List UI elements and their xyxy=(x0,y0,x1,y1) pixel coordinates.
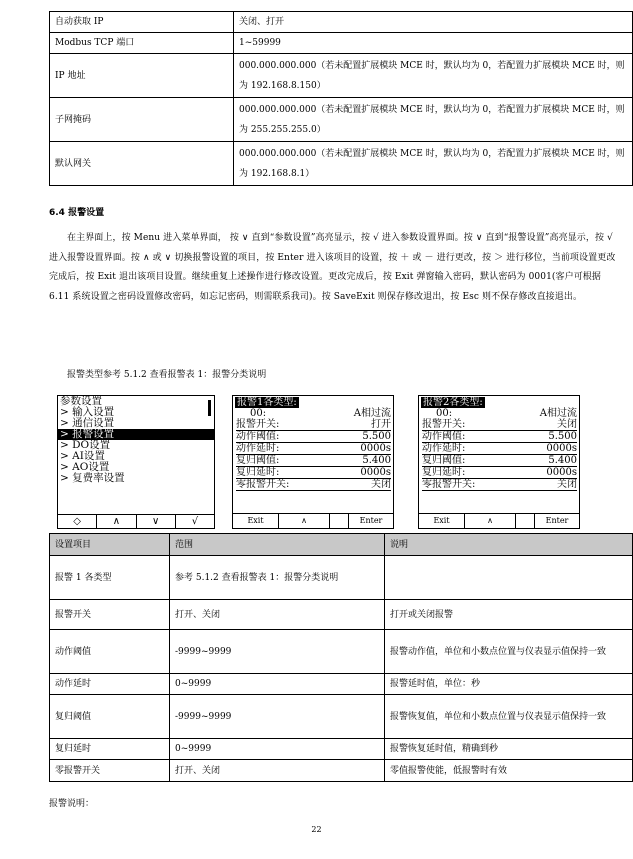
alarm-softkeys xyxy=(233,513,393,528)
diamond-key[interactable]: ◇ xyxy=(73,516,81,527)
table-cell: 000.000.000.000（若未配置扩展模块 MCE 时，默认均为 0，若配置力扩展模块 MCE 时，则为 192.168.8.150） xyxy=(234,54,633,98)
table-cell: 自动获取 IP xyxy=(50,12,234,33)
setting-row[interactable] xyxy=(422,467,577,479)
setting-value: 0000s xyxy=(360,443,391,454)
table-cell: 报警延时值，单位：秒 xyxy=(385,674,633,695)
table-cell: 打开、关闭 xyxy=(170,600,385,630)
table-cell: 000.000.000.000（若未配置扩展模块 MCE 时，默认均为 0，若配置力扩展模块 MCE 时，则为 255.255.255.0） xyxy=(234,98,633,142)
table-cell: -9999~9999 xyxy=(170,630,385,674)
setting-label: 报警开关: xyxy=(422,419,466,430)
alarm-type-row[interactable] xyxy=(236,408,391,419)
setting-row[interactable] xyxy=(236,467,391,479)
menu-list xyxy=(58,396,214,514)
setting-value: 关闭 xyxy=(557,479,577,490)
table-cell: 0~9999 xyxy=(170,739,385,760)
setting-row[interactable] xyxy=(236,479,391,491)
table-cell: 动作阈值 xyxy=(50,630,170,674)
caption: 报警类型参考 5.1.2 查看报警表 1：报警分类说明 xyxy=(67,370,267,380)
enter-key[interactable]: Enter xyxy=(534,514,579,528)
setting-row[interactable] xyxy=(236,431,391,443)
alarm-settings-table xyxy=(49,533,633,782)
up-key[interactable]: ∧ xyxy=(278,514,329,528)
table-cell: 复归延时 xyxy=(50,739,170,760)
table-cell: 复归阈值 xyxy=(50,695,170,739)
setting-row[interactable] xyxy=(422,479,577,491)
table-cell: 关闭、打开 xyxy=(234,12,633,33)
table-cell: -9999~9999 xyxy=(170,695,385,739)
exit-key[interactable]: Exit xyxy=(433,516,450,525)
section-title: 6.4 报警设置 xyxy=(49,208,105,218)
menu-item[interactable]: > AO设置 xyxy=(60,461,110,473)
alarm1-screen xyxy=(232,395,394,529)
table-cell: IP 地址 xyxy=(50,54,234,98)
setting-label: 零报警开关: xyxy=(236,479,290,490)
blank-key[interactable] xyxy=(515,514,534,528)
enter-key[interactable]: Enter xyxy=(348,514,393,528)
menu-item[interactable]: > 复费率设置 xyxy=(60,472,125,484)
alarm-note: 报警说明： xyxy=(49,799,95,809)
table-cell: 打开或关闭报警 xyxy=(385,600,633,630)
down-key[interactable]: ∨ xyxy=(136,515,175,528)
scrollbar[interactable] xyxy=(208,400,211,416)
menu-softkeys xyxy=(58,514,214,528)
type-code: 00: xyxy=(250,408,267,419)
table-cell xyxy=(385,556,633,600)
setting-row[interactable] xyxy=(422,455,577,467)
setting-label: 复归延时: xyxy=(422,467,466,478)
menu-item[interactable]: > 输入设置 xyxy=(60,406,115,418)
setting-label: 动作延时: xyxy=(236,443,280,454)
table-cell: 打开、关闭 xyxy=(170,760,385,782)
blank-key[interactable] xyxy=(329,514,348,528)
setting-value: 5.500 xyxy=(548,431,577,442)
menu-screen xyxy=(57,395,215,529)
setting-label: 动作延时: xyxy=(422,443,466,454)
setting-label: 动作阈值: xyxy=(236,431,280,442)
setting-label: 复归阈值: xyxy=(422,455,466,466)
type-value: A相过流 xyxy=(539,408,577,419)
table-cell: 零报警开关 xyxy=(50,760,170,782)
table-cell: 报警恢复值，单位和小数点位置与仪表显示值保持一致 xyxy=(385,695,633,739)
table-cell: 子网掩码 xyxy=(50,98,234,142)
setting-value: 关闭 xyxy=(557,419,577,430)
screen-title: 报警1各类型: xyxy=(237,397,297,408)
menu-item[interactable]: > DO设置 xyxy=(60,439,111,451)
body-paragraph: 在主界面上，按 Menu 进入菜单界面， 按 ∨ 直到“参数设置”高亮显示，按 √ 进入参数设置界面。按 ∨ 直到“报警设置”高亮显示，按 √ 进入报警设置界面。按 ∧ 或 ∨ 切换报警设置的项目，按 Enter 进入该项目的设置，按 ＋ 或 － 进行更改，按 ＞ 进行移位，当前项设置更改完成后，按 Exit 退出该项目设置。继续重复上述操作进行修改设置。更改完成后，按 Exit 弹窗输入密码，默认密码为 0001(客户可根据 6.11 系统设置之密码设置修改密码，如忘记密码，则需联系我司)。按 SaveExit 则保存修改退出，按 Esc 则不保存修改直接退出。 xyxy=(49,233,616,302)
confirm-key[interactable]: √ xyxy=(175,515,214,528)
table-cell: 1~59999 xyxy=(234,33,633,54)
setting-label: 复归阈值: xyxy=(236,455,280,466)
menu-item[interactable]: > 通信设置 xyxy=(60,417,115,429)
setting-row[interactable] xyxy=(422,419,577,431)
page-number: 22 xyxy=(311,825,322,834)
menu-item: 参数设置 xyxy=(60,395,102,407)
network-settings-table xyxy=(49,11,633,186)
alarm-softkeys xyxy=(419,513,579,528)
up-key[interactable]: ∧ xyxy=(464,514,515,528)
table-cell: 动作延时 xyxy=(50,674,170,695)
setting-value: 关闭 xyxy=(371,479,391,490)
menu-item[interactable]: > AI设置 xyxy=(60,450,105,462)
exit-key[interactable]: Exit xyxy=(247,516,264,525)
setting-label: 零报警开关: xyxy=(422,479,476,490)
table-cell: 报警开关 xyxy=(50,600,170,630)
up-key[interactable]: ∧ xyxy=(96,515,135,528)
screen-title: 报警2各类型: xyxy=(423,397,483,408)
setting-row[interactable] xyxy=(236,419,391,431)
setting-value: 0000s xyxy=(546,467,577,478)
type-code: 00: xyxy=(436,408,453,419)
setting-value: 5.500 xyxy=(362,431,391,442)
alarm2-screen xyxy=(418,395,580,529)
menu-item-selected[interactable]: > 报警设置 xyxy=(58,429,214,440)
setting-row[interactable] xyxy=(236,443,391,455)
setting-row[interactable] xyxy=(422,443,577,455)
setting-value: 5.400 xyxy=(548,455,577,466)
table-cell: 参考 5.1.2 查看报警表 1：报警分类说明 xyxy=(170,556,385,600)
table-cell: 报警恢复延时值，精确到秒 xyxy=(385,739,633,760)
setting-value: 0000s xyxy=(360,467,391,478)
setting-label: 复归延时: xyxy=(236,467,280,478)
type-value: A相过流 xyxy=(353,408,391,419)
table-cell: 报警 1 各类型 xyxy=(50,556,170,600)
setting-label: 动作阈值: xyxy=(422,431,466,442)
setting-value: 0000s xyxy=(546,443,577,454)
setting-row[interactable] xyxy=(236,455,391,467)
table-cell: 默认网关 xyxy=(50,142,234,186)
setting-row[interactable] xyxy=(422,431,577,443)
table-cell: Modbus TCP 端口 xyxy=(50,33,234,54)
table-cell: 0~9999 xyxy=(170,674,385,695)
table-header: 说明 xyxy=(385,534,633,556)
setting-label: 报警开关: xyxy=(236,419,280,430)
table-header: 范围 xyxy=(170,534,385,556)
table-cell: 零值报警使能，低报警时有效 xyxy=(385,760,633,782)
table-header: 设置项目 xyxy=(50,534,170,556)
table-cell: 报警动作值，单位和小数点位置与仪表显示值保持一致 xyxy=(385,630,633,674)
table-cell: 000.000.000.000（若未配置扩展模块 MCE 时，默认均为 0，若配置力扩展模块 MCE 时，则为 192.168.8.1） xyxy=(234,142,633,186)
alarm-type-row[interactable] xyxy=(422,408,577,419)
setting-value: 5.400 xyxy=(362,455,391,466)
setting-value: 打开 xyxy=(371,419,391,430)
